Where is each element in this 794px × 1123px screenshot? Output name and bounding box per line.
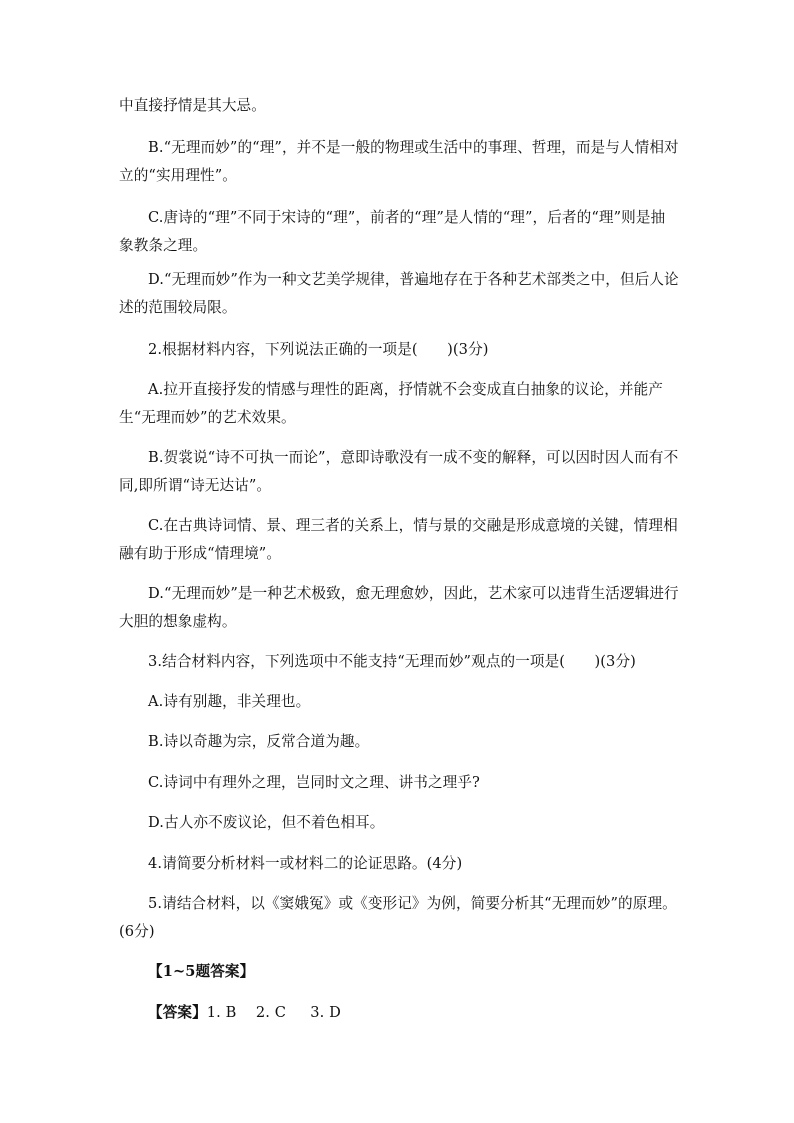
paragraph-continuation: 中直接抒情是其大忌。 bbox=[119, 97, 266, 114]
option-d-q2: D.“无理而妙”是一种艺术极致，愈无理愈妙，因此，艺术家可以违背生活逻辑进行大胆的想象虚构。 bbox=[119, 585, 679, 630]
option-a-q2: A.拉开直接抒发的情感与理性的距离，抒情就不会变成直白抽象的议论，并能产生“无理而妙”的艺术效果。 bbox=[119, 381, 663, 426]
option-a-q3: A.诗有别趣，非关理也。 bbox=[148, 693, 311, 710]
answer-line bbox=[119, 999, 679, 1027]
option-c-q3: C.诗词中有理外之理，岂同时文之理、讲书之理乎? bbox=[148, 774, 480, 791]
option-b-q1: B.“无理而妙”的“理”，并不是一般的物理或生活中的事理、哲理，而是与人情相对立的“实用理性”。 bbox=[119, 139, 679, 184]
question-5: 5.请结合材料，以《窦娥冤》或《变形记》为例，简要分析其“无理而妙”的原理。(6分) bbox=[119, 895, 677, 940]
answer-label: 【答案】 bbox=[148, 1004, 207, 1021]
option-c-q1: C.唐诗的“理”不同于宋诗的“理”，前者的“理”是人情的“理”，后者的“理”则是抽象教条之理。 bbox=[119, 209, 666, 254]
option-d-q3: D.古人亦不废议论，但不着色相耳。 bbox=[148, 814, 385, 831]
question-2: 2.根据材料内容，下列说法正确的一项是( )(3分) bbox=[148, 341, 489, 358]
answer-text: 1. B 2. C 3. D bbox=[206, 1004, 341, 1021]
option-b-q2: B.贺裳说“诗不可执一而论”，意即诗歌没有一成不变的解释，可以因时因人而有不同,即所谓“诗无达诂”。 bbox=[119, 449, 679, 494]
question-3: 3.结合材料内容，下列选项中不能支持“无理而妙”观点的一项是( )(3分) bbox=[148, 653, 636, 670]
option-d-q1: D.“无理而妙”作为一种文艺美学规律，普遍地存在于各种艺术部类之中，但后人论述的范围较局限。 bbox=[119, 271, 679, 316]
answer-section-heading: 【1~5题答案】 bbox=[148, 963, 255, 980]
option-b-q3: B.诗以奇趣为宗，反常合道为趣。 bbox=[148, 733, 370, 750]
option-c-q2: C.在古典诗词情、景、理三者的关系上，情与景的交融是形成意境的关键，情理相融有助于形成“情理境”。 bbox=[119, 517, 678, 562]
question-4: 4.请简要分析材料一或材料二的论证思路。(4分) bbox=[148, 855, 463, 872]
